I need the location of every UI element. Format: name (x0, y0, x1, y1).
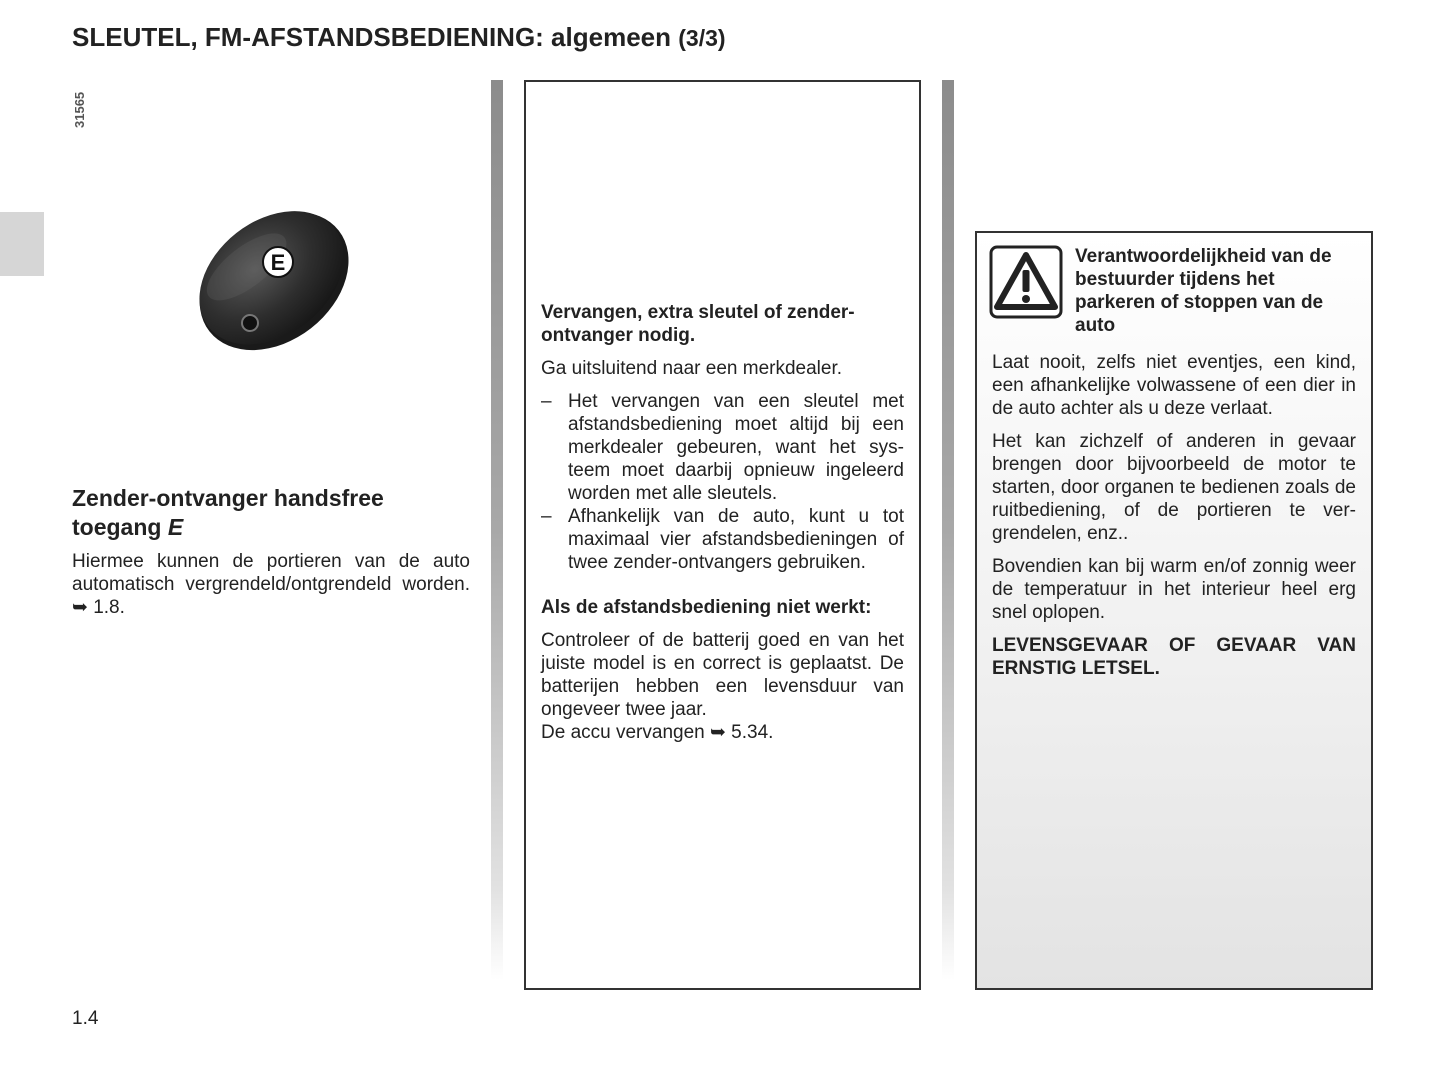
warning-text-1: Laat nooit, zelfs niet eventjes, een kind, een afhankelijke volwassene of een dier in de auto achter als u deze verlaat. (992, 352, 1356, 419)
handsfree-heading-text: Zender-ontvanger handsfree toegang (72, 485, 384, 540)
column-divider-left (491, 80, 503, 980)
handsfree-text: Hiermee kunnen de portieren van de auto automatisch vergrendeld/ontgrendeld worden. ➥ 1.8. (72, 551, 470, 618)
fail-text: Controleer of de batterij goed en van het juiste model is en correct is geplaatst. De batterijen hebben een levensduur van ongeveer twee jaar. (541, 630, 904, 720)
warning-triangle-icon (989, 245, 1063, 319)
remote-key-image (186, 192, 356, 362)
page-title (72, 22, 726, 53)
handsfree-heading-letter: E (167, 514, 184, 540)
list-item: – Afhankelijk van de auto, kunt u tot maximaal vier afstandsbedieningen of twee zender-ontvangers gebruiken. (541, 505, 904, 574)
remote-button-label: E (270, 250, 286, 275)
list-item: – Het vervangen van een sleutel met afstandsbediening moet altijd bij een merkdealer gebeuren, want het systeem moet daarbij opnieuw ingeleerd worden met alle sleutels. (541, 390, 904, 505)
fail-heading: Als de afstandsbediening niet werkt: (541, 597, 872, 618)
column-divider-right (942, 80, 954, 980)
maintenance-box (524, 80, 921, 990)
fail-reference: De accu vervangen ➥ 5.34. (541, 722, 774, 743)
page-title-suffix: (3/3) (678, 25, 726, 51)
replace-text: Ga uitsluitend naar een merkdealer. (541, 358, 843, 379)
warning-title: Verantwoordelijkheid van de bestuurder tijdens het parkeren of stoppen van de auto (1075, 246, 1332, 336)
page-number: 1.4 (72, 1008, 99, 1029)
page-title-main: SLEUTEL, FM-AFSTANDSBEDIENING: algemeen (72, 22, 672, 52)
handsfree-heading (72, 484, 472, 542)
danger-text: LEVENSGEVAAR OF GEVAAR VAN ERNSTIG LETSEL. (992, 635, 1356, 679)
replace-list (541, 390, 904, 574)
warning-text-3: Bovendien kan bij warm en/of zonnig weer de temperatuur in het interieur heel erg snel oplopen. (992, 556, 1356, 623)
warning-box (975, 231, 1373, 990)
replace-heading: Vervangen, extra sleutel of zender-ontvanger nodig. (541, 302, 855, 346)
figure-code: 31565 (72, 91, 87, 128)
warning-text-2: Het kan zichzelf of anderen in gevaar brengen door bijvoorbeeld de motor te starten, door organen te bedienen zoals de ruitbediening, of de portieren te vergrendelen, enz.. (992, 431, 1356, 544)
chapter-tab (0, 212, 44, 276)
